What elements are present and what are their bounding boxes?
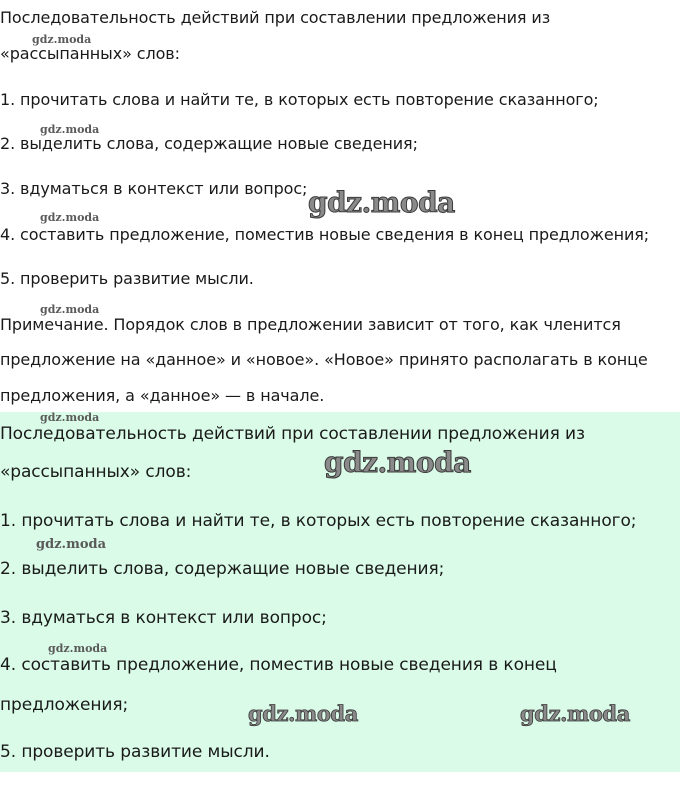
step-5: 5. проверить развитие мысли.: [0, 269, 254, 288]
title-line-1: Последовательность действий при составлении предложения из: [0, 8, 551, 27]
watermark: gdz.moda: [36, 537, 107, 552]
step-4: 4. составить предложение, поместив новые сведения в конец предложения;: [0, 225, 650, 244]
note-line-3: предложения, а «данное» — в начале.: [0, 386, 325, 405]
watermark: gdz.moda: [308, 186, 455, 219]
note-line-1: Примечание. Порядок слов в предложении зависит от того, как членится: [0, 315, 621, 334]
step-1: 1. прочитать слова и найти те, в которых есть повторение сказанного;: [0, 511, 637, 531]
step-3: 3. вдуматься в контекст или вопрос;: [0, 608, 327, 628]
title-line-1: Последовательность действий при составлении предложения из: [0, 424, 585, 444]
step-4-line-2: предложения;: [0, 695, 129, 715]
title-line-2: «рассыпанных» слов:: [0, 462, 192, 482]
watermark: gdz.moda: [40, 411, 100, 424]
watermark: gdz.moda: [40, 211, 100, 224]
step-3: 3. вдуматься в контекст или вопрос;: [0, 179, 308, 198]
watermark: gdz.moda: [40, 303, 100, 316]
step-4-line-1: 4. составить предложение, поместив новые сведения в конец: [0, 655, 557, 675]
watermark: gdz.moda: [32, 33, 92, 46]
step-2: 2. выделить слова, содержащие новые сведения;: [0, 134, 418, 153]
watermark: gdz.moda: [248, 701, 358, 726]
watermark: gdz.moda: [40, 123, 100, 136]
step-2: 2. выделить слова, содержащие новые сведения;: [0, 559, 445, 579]
watermark: gdz.moda: [520, 701, 630, 726]
note-line-2: предложение на «данное» и «новое». «Новое» принято располагать в конце: [0, 350, 648, 369]
title-line-2: «рассыпанных» слов:: [0, 44, 180, 63]
solution-block-2: [0, 412, 680, 772]
step-1: 1. прочитать слова и найти те, в которых есть повторение сказанного;: [0, 90, 599, 109]
watermark: gdz.moda: [48, 642, 108, 655]
watermark: gdz.moda: [324, 446, 471, 479]
step-5: 5. проверить развитие мысли.: [0, 742, 270, 762]
